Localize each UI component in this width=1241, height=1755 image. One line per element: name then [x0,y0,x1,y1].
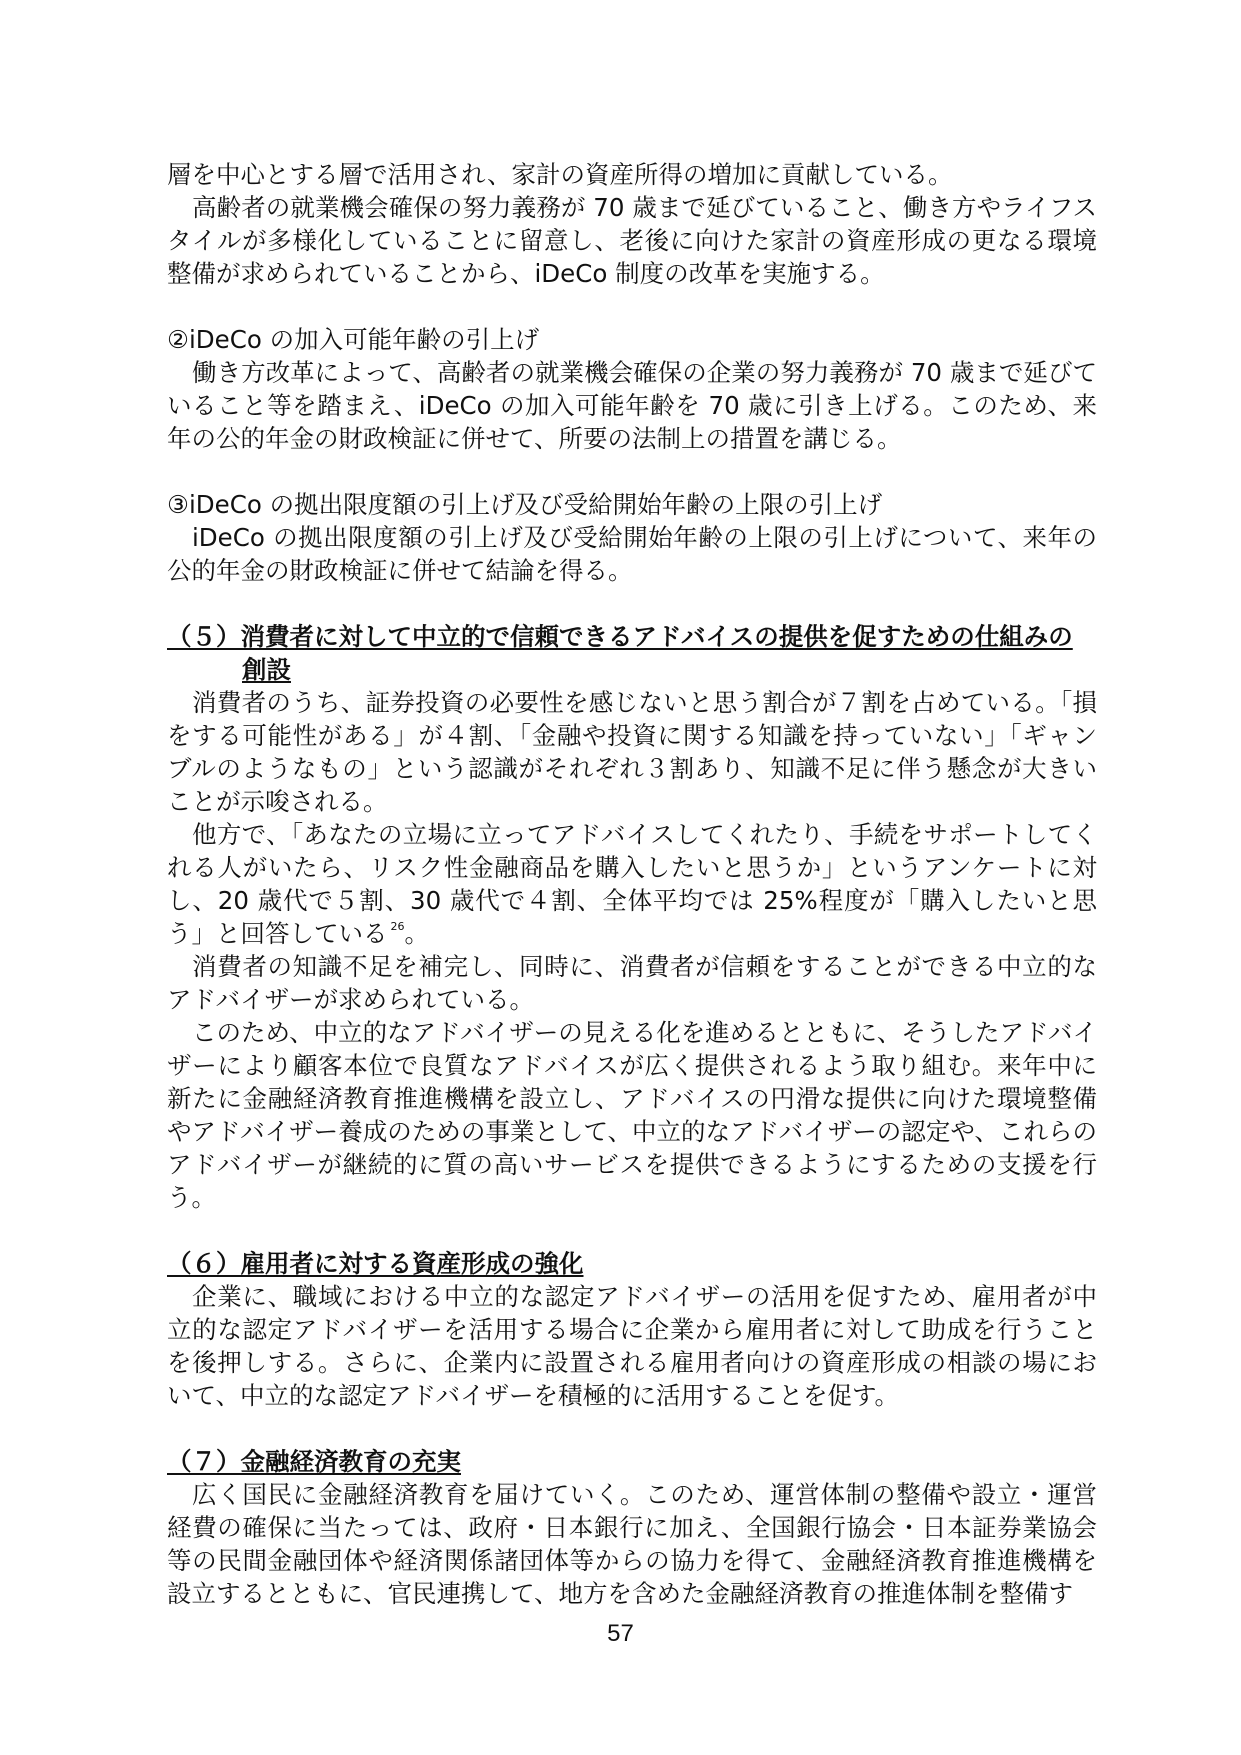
subsection-heading: ③iDeCo の拠出限度額の引上げ及び受給開始年齢の上限の引上げ [167,490,883,519]
document-body [167,158,1097,1610]
section-heading-label: （５）消費者に対して中立的で信頼できるアドバイスの提供を促すための仕組みの創設 [167,622,1073,684]
spacer [167,1214,1097,1247]
paragraph: このため、中立的なアドバイザーの見える化を進めるとともに、そうしたアドバイザーにより顧客本位で良質なアドバイスが広く提供されるよう取り組む。来年中に新たに金融経済教育推進機構を設立し、アドバイスの円滑な提供に向けた環境整備やアドバイザー養成のための事業として、中立的なアドバイザーの認定や、これらのアドバイザーが継続的に質の高いサービスを提供できるようにするための支援を行う。 [167,1018,1097,1212]
section-heading [167,1247,1097,1280]
spacer [167,290,1097,323]
footnote-ref: 26 [390,920,405,933]
paragraph [167,818,1097,950]
paragraph-end: 。 [404,919,429,948]
paragraph-text: 他方で、「あなたの立場に立ってアドバイスしてくれたり、手続をサポートしてくれる人がいたら、リスク性金融商品を購入したいと思うか」というアンケートに対し、20 歳代で５割、30 歳代で４割、全体平均では 25%程度が「購入したいと思う」と回答している [167,820,1097,948]
spacer [167,1412,1097,1445]
section-heading [167,1445,1097,1478]
subsection-heading: ②iDeCo の加入可能年齢の引上げ [167,325,540,354]
spacer [167,455,1097,488]
section-heading [167,620,1097,686]
paragraph: 層を中心とする層で活用され、家計の資産所得の増加に貢献している。 [167,160,953,189]
page-number: 57 [607,1620,634,1647]
paragraph: 企業に、職域における中立的な認定アドバイザーの活用を促すため、雇用者が中立的な認定アドバイザーを活用する場合に企業から雇用者に対して助成を行うことを後押しする。さらに、企業内に設置される雇用者向けの資産形成の相談の場において、中立的な認定アドバイザーを積極的に活用することを促す。 [167,1282,1097,1410]
paragraph: 高齢者の就業機会確保の努力義務が 70 歳まで延びていること、働き方やライフスタイルが多様化していることに留意し、老後に向けた家計の資産形成の更なる環境整備が求められていることから、iDeCo 制度の改革を実施する。 [167,193,1097,288]
paragraph: 消費者の知識不足を補完し、同時に、消費者が信頼をすることができる中立的なアドバイザーが求められている。 [167,952,1097,1014]
paragraph: iDeCo の拠出限度額の引上げ及び受給開始年齢の上限の引上げについて、来年の公的年金の財政検証に併せて結論を得る。 [167,523,1097,585]
section-heading-label: （７）金融経済教育の充実 [167,1447,461,1476]
paragraph: 消費者のうち、証券投資の必要性を感じないと思う割合が７割を占めている。「損をする可能性がある」が４割、「金融や投資に関する知識を持っていない」「ギャンブルのようなもの」という認識がそれぞれ３割あり、知識不足に伴う懸念が大きいことが示唆される。 [167,688,1097,816]
section-heading-label: （６）雇用者に対する資産形成の強化 [167,1249,584,1278]
paragraph: 広く国民に金融経済教育を届けていく。このため、運営体制の整備や設立・運営経費の確保に当たっては、政府・日本銀行に加え、全国銀行協会・日本証券業協会等の民間金融団体や経済関係諸団体等からの協力を得て、金融経済教育推進機構を設立するとともに、官民連携して、地方を含めた金融経済教育の推進体制を整備す [167,1480,1097,1608]
spacer [167,587,1097,620]
paragraph: 働き方改革によって、高齢者の就業機会確保の企業の努力義務が 70 歳まで延びていること等を踏まえ、iDeCo の加入可能年齢を 70 歳に引き上げる。このため、来年の公的年金の財政検証に併せて、所要の法制上の措置を講じる。 [167,358,1097,453]
